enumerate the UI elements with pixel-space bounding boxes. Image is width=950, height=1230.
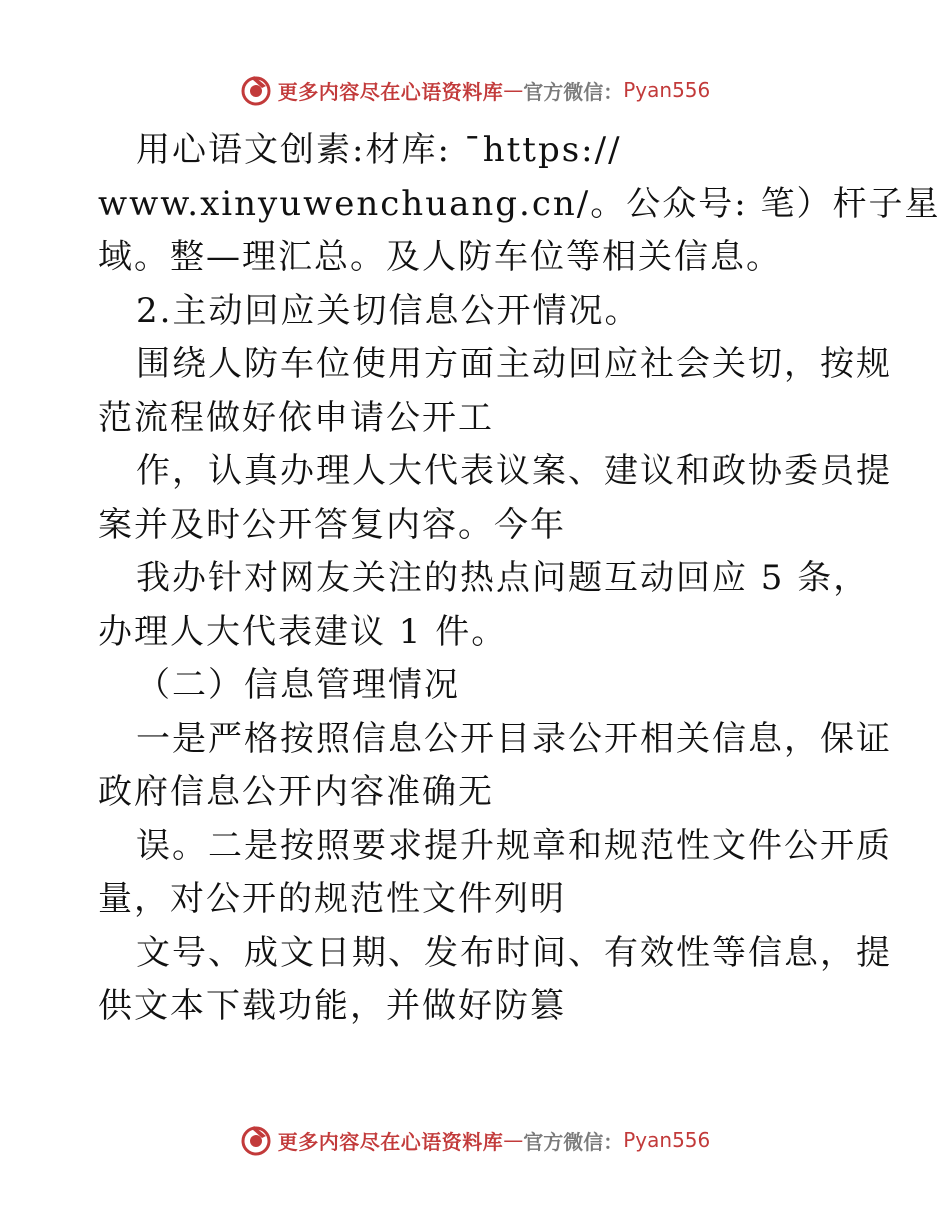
watermark-main-text: 更多内容尽在心语资料库: [277, 79, 504, 104]
text-line: 域。整—理汇总。及人防车位等相关信息。: [98, 237, 782, 277]
text-line: 2.主动回应关切信息公开情况。: [136, 290, 641, 331]
text-line: 供文本下载功能，并做好防篡: [98, 986, 566, 1026]
watermark-main-text: 更多内容尽在心语资料库: [277, 1129, 504, 1154]
section-heading: （二）信息管理情况: [136, 665, 460, 705]
footer-watermark: [0, 1120, 950, 1160]
text-line: www.xinyuwenchuang.cn/。公众号: 笔）杆子星: [98, 183, 941, 224]
text-line: 政府信息公开内容准确无: [98, 772, 494, 812]
text-line: 用心语文创素:材库: ¯https://: [136, 130, 622, 170]
pen-circle-logo-icon: [240, 74, 272, 106]
watermark-wechat-id: Pyan556: [623, 78, 711, 102]
text-line: 一是严格按照信息公开目录公开相关信息，保证: [136, 718, 892, 759]
watermark-separator: —: [503, 1128, 524, 1152]
watermark-separator: —: [503, 78, 524, 102]
watermark-wechat-id: Pyan556: [623, 1128, 711, 1152]
text-line: 文号、成文日期、发布时间、有效性等信息，提: [136, 932, 892, 973]
pen-circle-logo-icon: [240, 1124, 272, 1156]
text-line: 量，对公开的规范性文件列明: [98, 879, 566, 919]
text-line: 范流程做好依申请公开工: [98, 397, 494, 438]
text-line: 我办针对网友关注的热点问题互动回应 5 条，: [136, 558, 870, 598]
text-line: 围绕人防车位使用方面主动回应社会关切，按规: [136, 344, 892, 384]
header-watermark: [0, 70, 950, 110]
text-line: 办理人大代表建议 1 件。: [98, 611, 508, 652]
text-line: 误。二是按照要求提升规章和规范性文件公开质: [136, 825, 892, 866]
watermark-official-text: 官方微信：: [523, 1129, 624, 1154]
text-line: 案并及时公开答复内容。今年: [98, 504, 566, 545]
document-body: [98, 124, 941, 1034]
watermark-official-text: 官方微信：: [523, 79, 624, 104]
text-line: 作，认真办理人大代表议案、建议和政协委员提: [136, 451, 892, 491]
